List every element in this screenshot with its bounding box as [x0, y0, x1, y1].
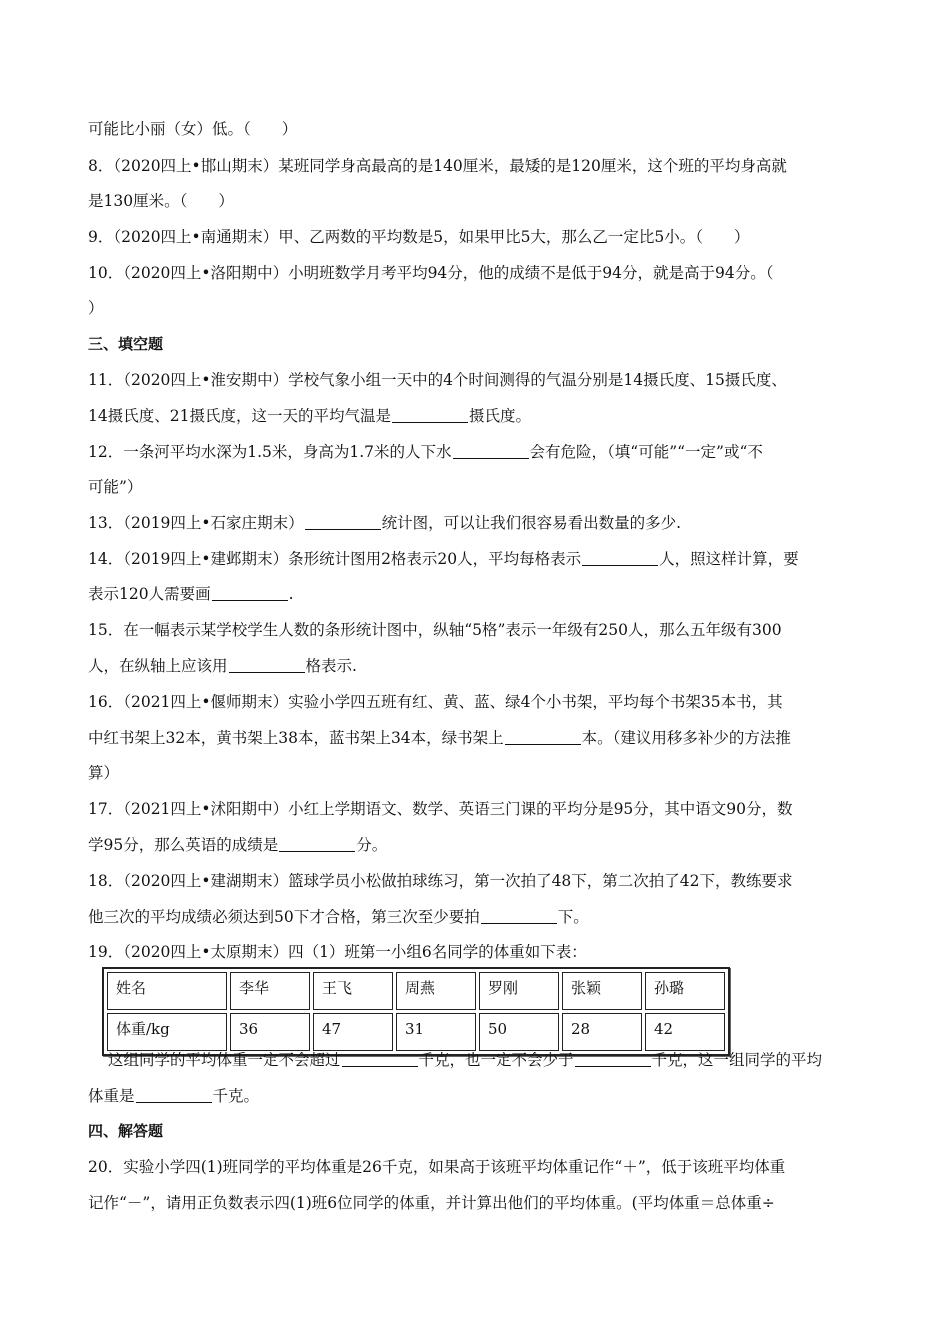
question-16-line-2 [88, 727, 878, 749]
question-17-line-2 [88, 834, 878, 856]
weight-table [102, 967, 730, 1056]
question-18-line-2 [88, 906, 878, 928]
question-10-line-1: 10．（2020四上•洛阳期中）小明班数学月考平均94分，他的成绩不是低于94分，就是高于94分。（ [88, 264, 774, 282]
question-8-line-1: 8．（2020四上•邯山期末）某班同学身高最高的是140厘米，最矮的是120厘米，这个班的平均身高就 [88, 157, 787, 175]
question-13 [88, 512, 878, 534]
table-cell: 47 [313, 1013, 393, 1051]
question-16-line-1: 16．（2021四上•偃师期末）实验小学四五班有红、黄、蓝、绿4个小书架，平均每个书架35本书，其 [88, 693, 783, 711]
table-header-cell: 周燕 [396, 972, 476, 1010]
table-header-cell: 王飞 [313, 972, 393, 1010]
answer-blank[interactable] [575, 1050, 651, 1067]
answer-blank[interactable] [453, 442, 529, 459]
question-10-line-2: ） [88, 299, 104, 317]
answer-blank[interactable] [342, 1050, 418, 1067]
text: 千克，这一组同学的平均 [651, 1051, 823, 1069]
section-heading-answer: 四、解答题 [88, 1122, 164, 1140]
question-20-line-2: 记作“－”，请用正负数表示四(1)班6位同学的体重，并计算出他们的平均体重。(平均体重＝总体重÷ [88, 1194, 775, 1212]
text: 学95分，那么英语的成绩是 [88, 836, 279, 854]
text: 14摄氏度、21摄氏度，这一天的平均气温是 [88, 407, 391, 425]
table-header-cell: 姓名 [107, 972, 227, 1010]
question-18-line-1: 18．（2020四上•建湖期末）篮球学员小松做拍球练习，第一次拍了48下，第二次拍了42下，教练要求 [88, 872, 793, 890]
text: 13．（2019四上•石家庄期末） [88, 514, 304, 532]
question-19-line-2 [108, 1049, 898, 1071]
question-15-line-2 [88, 655, 878, 677]
table-header-cell: 李华 [230, 972, 310, 1010]
section-heading-fill-in: 三、填空题 [88, 335, 164, 353]
text: 本。（建议用移多补少的方法推 [581, 729, 791, 747]
answer-blank[interactable] [212, 584, 288, 601]
answer-blank[interactable] [279, 835, 355, 852]
text: 千克。 [212, 1087, 260, 1105]
answer-blank[interactable] [505, 728, 581, 745]
answer-blank[interactable] [582, 549, 658, 566]
question-14-line-1 [88, 548, 878, 570]
table-cell: 体重/kg [107, 1013, 227, 1051]
question-15-line-1: 15．在一幅表示某学校学生人数的条形统计图中，纵轴“5格”表示一年级有250人，那么五年级有300 [88, 621, 782, 639]
q7-continuation: 可能比小丽（女）低。（ ） [88, 120, 298, 138]
table-cell: 42 [645, 1013, 725, 1051]
answer-blank[interactable] [136, 1086, 212, 1103]
text: 统计图，可以让我们很容易看出数量的多少. [381, 514, 682, 532]
question-14-line-2 [88, 583, 878, 605]
text: 千克，也一定不会少于 [418, 1051, 574, 1069]
text: . [288, 585, 294, 603]
text: 人，照这样计算，要 [659, 550, 799, 568]
table-header-cell: 张颖 [562, 972, 642, 1010]
question-16-line-3: 算） [88, 764, 120, 782]
text: 中红书架上32本，黄书架上38本，蓝书架上34本，绿书架上 [88, 729, 504, 747]
table-cell: 36 [230, 1013, 310, 1051]
question-11-line-2 [88, 405, 878, 427]
text: 体重是 [88, 1087, 135, 1105]
question-17-line-1: 17．（2021四上•沭阳期中）小红上学期语文、数学、英语三门课的平均分是95分，其中语文90分，数 [88, 800, 793, 818]
table-row [107, 1013, 725, 1051]
text: 表示120人需要画 [88, 585, 211, 603]
text: 这组同学的平均体重一定不会超过 [108, 1051, 341, 1069]
answer-blank[interactable] [305, 513, 381, 530]
text: 他三次的平均成绩必须达到50下才合格，第三次至少要拍 [88, 908, 480, 926]
text: 下。 [557, 908, 589, 926]
question-12-line-1 [88, 441, 878, 463]
table-cell: 28 [562, 1013, 642, 1051]
question-8-line-2: 是130厘米。（ ） [88, 192, 234, 210]
table-cell: 31 [396, 1013, 476, 1051]
answer-blank[interactable] [229, 656, 305, 673]
question-19: 19．（2020四上•太原期末）四（1）班第一小组6名同学的体重如下表： [88, 943, 587, 961]
text: 摄氏度。 [468, 407, 531, 425]
table-row [107, 972, 725, 1010]
table-header-cell: 罗刚 [479, 972, 559, 1010]
text: 会有危险，（填“可能”“一定”或“不 [529, 443, 763, 461]
question-11-line-1: 11．（2020四上•淮安期中）学校气象小组一天中的4个时间测得的气温分别是14摄氏度、15摄氏度、 [88, 371, 787, 389]
text: 分。 [356, 836, 388, 854]
question-12-line-2: 可能”） [88, 478, 143, 496]
answer-blank[interactable] [481, 907, 557, 924]
question-19-line-3 [88, 1085, 878, 1107]
answer-blank[interactable] [392, 406, 468, 423]
table-header-cell: 孙璐 [645, 972, 725, 1010]
question-9: 9．（2020四上•南通期末）甲、乙两数的平均数是5，如果甲比5大，那么乙一定比5小。（ ） [88, 228, 750, 246]
question-20-line-1: 20．实验小学四(1)班同学的平均体重是26千克，如果高于该班平均体重记作“＋”，低于该班平均体重 [88, 1158, 786, 1176]
text: 人，在纵轴上应该用 [88, 657, 228, 675]
text: 14．（2019四上•建邺期末）条形统计图用2格表示20人，平均每格表示 [88, 550, 582, 568]
text: 12．一条河平均水深为1.5米，身高为1.7米的人下水 [88, 443, 452, 461]
text: 格表示. [305, 657, 357, 675]
table-cell: 50 [479, 1013, 559, 1051]
